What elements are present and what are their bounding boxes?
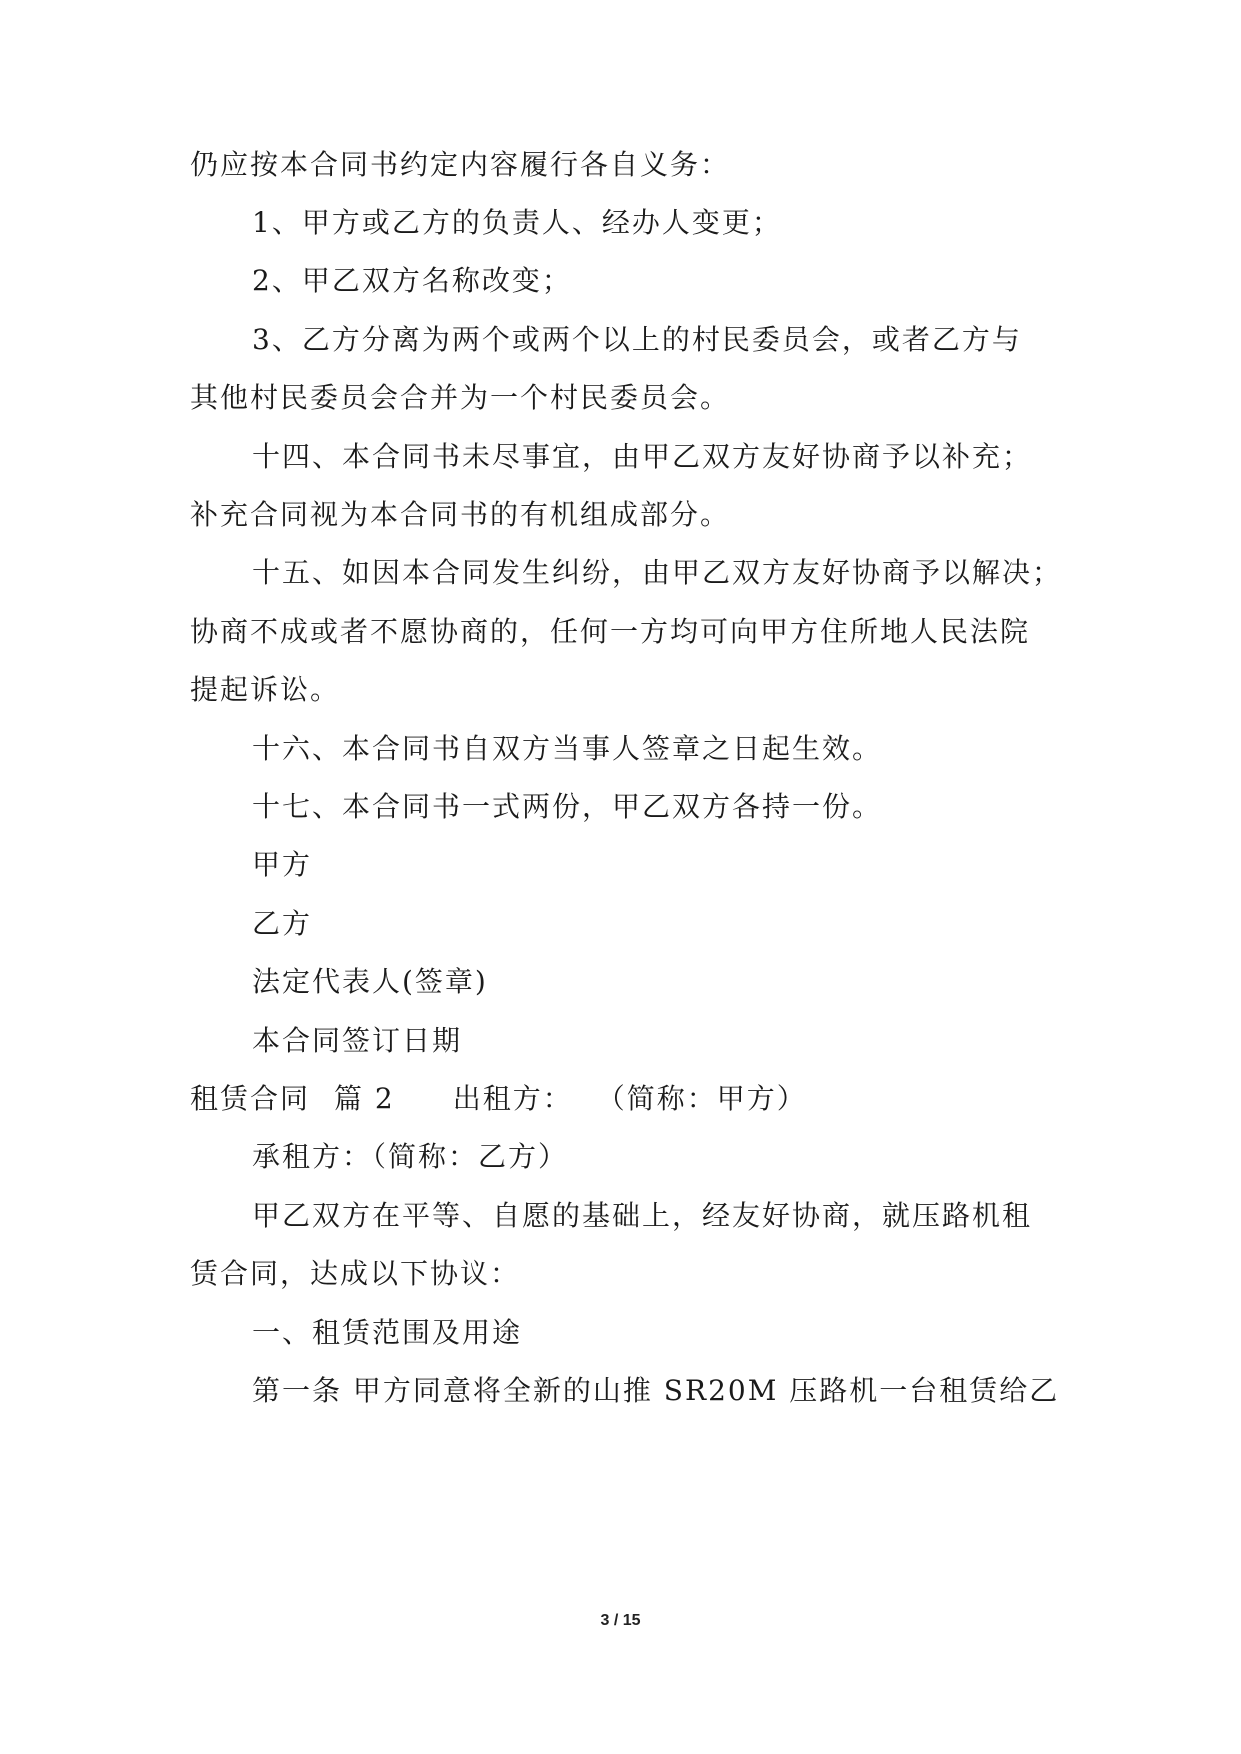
signing-date-label: 本合同签订日期 (252, 1024, 463, 1057)
paragraph-line: 协商不成或者不愿协商的，任何一方均可向甲方住所地人民法院 (190, 615, 1031, 648)
heading-title: 租赁合同 (190, 1082, 311, 1115)
paragraph-line: 提起诉讼。 (190, 673, 341, 706)
paragraph-line: 其他村民委员会合并为一个村民委员会。 (190, 381, 731, 414)
clause-15: 十五、如因本合同发生纠纷，由甲乙双方友好协商予以解决； (252, 556, 1063, 589)
list-item-2: 2、甲乙双方名称改变； (252, 264, 572, 297)
section-scope-heading: 一、租赁范围及用途 (252, 1316, 523, 1349)
paragraph-line: 赁合同，达成以下协议： (190, 1257, 521, 1290)
page-number: 3 / 15 (600, 1612, 641, 1629)
list-item-1: 1、甲方或乙方的负责人、经办人变更； (252, 206, 782, 239)
section-heading (190, 1079, 1060, 1119)
party-a-label: 甲方 (252, 848, 313, 881)
clause-14: 十四、本合同书未尽事宜，由甲乙双方友好协商予以补充； (252, 440, 1033, 473)
lessee-label: 承租方：（简称：乙方） (252, 1140, 569, 1173)
lessor-abbr: （简称：甲方） (596, 1082, 807, 1115)
heading-part: 篇 2 (334, 1082, 395, 1115)
paragraph-line: 甲乙双方在平等、自愿的基础上，经友好协商，就压路机租 (252, 1199, 1033, 1232)
legal-representative-label: 法定代表人(签章) (252, 965, 488, 998)
clause-17: 十七、本合同书一式两份，甲乙双方各持一份。 (252, 790, 883, 823)
clause-16: 十六、本合同书自双方当事人签章之日起生效。 (252, 732, 883, 765)
list-item-3: 3、乙方分离为两个或两个以上的村民委员会，或者乙方与 (252, 323, 1022, 356)
party-b-label: 乙方 (252, 907, 313, 940)
paragraph-line: 补充合同视为本合同书的有机组成部分。 (190, 498, 731, 531)
paragraph-line: 仍应按本合同书约定内容履行各自义务： (190, 148, 731, 181)
article-1: 第一条 甲方同意将全新的山推 SR20M 压路机一台租赁给乙 (252, 1374, 1060, 1407)
lessor-label: 出租方： (452, 1082, 573, 1115)
